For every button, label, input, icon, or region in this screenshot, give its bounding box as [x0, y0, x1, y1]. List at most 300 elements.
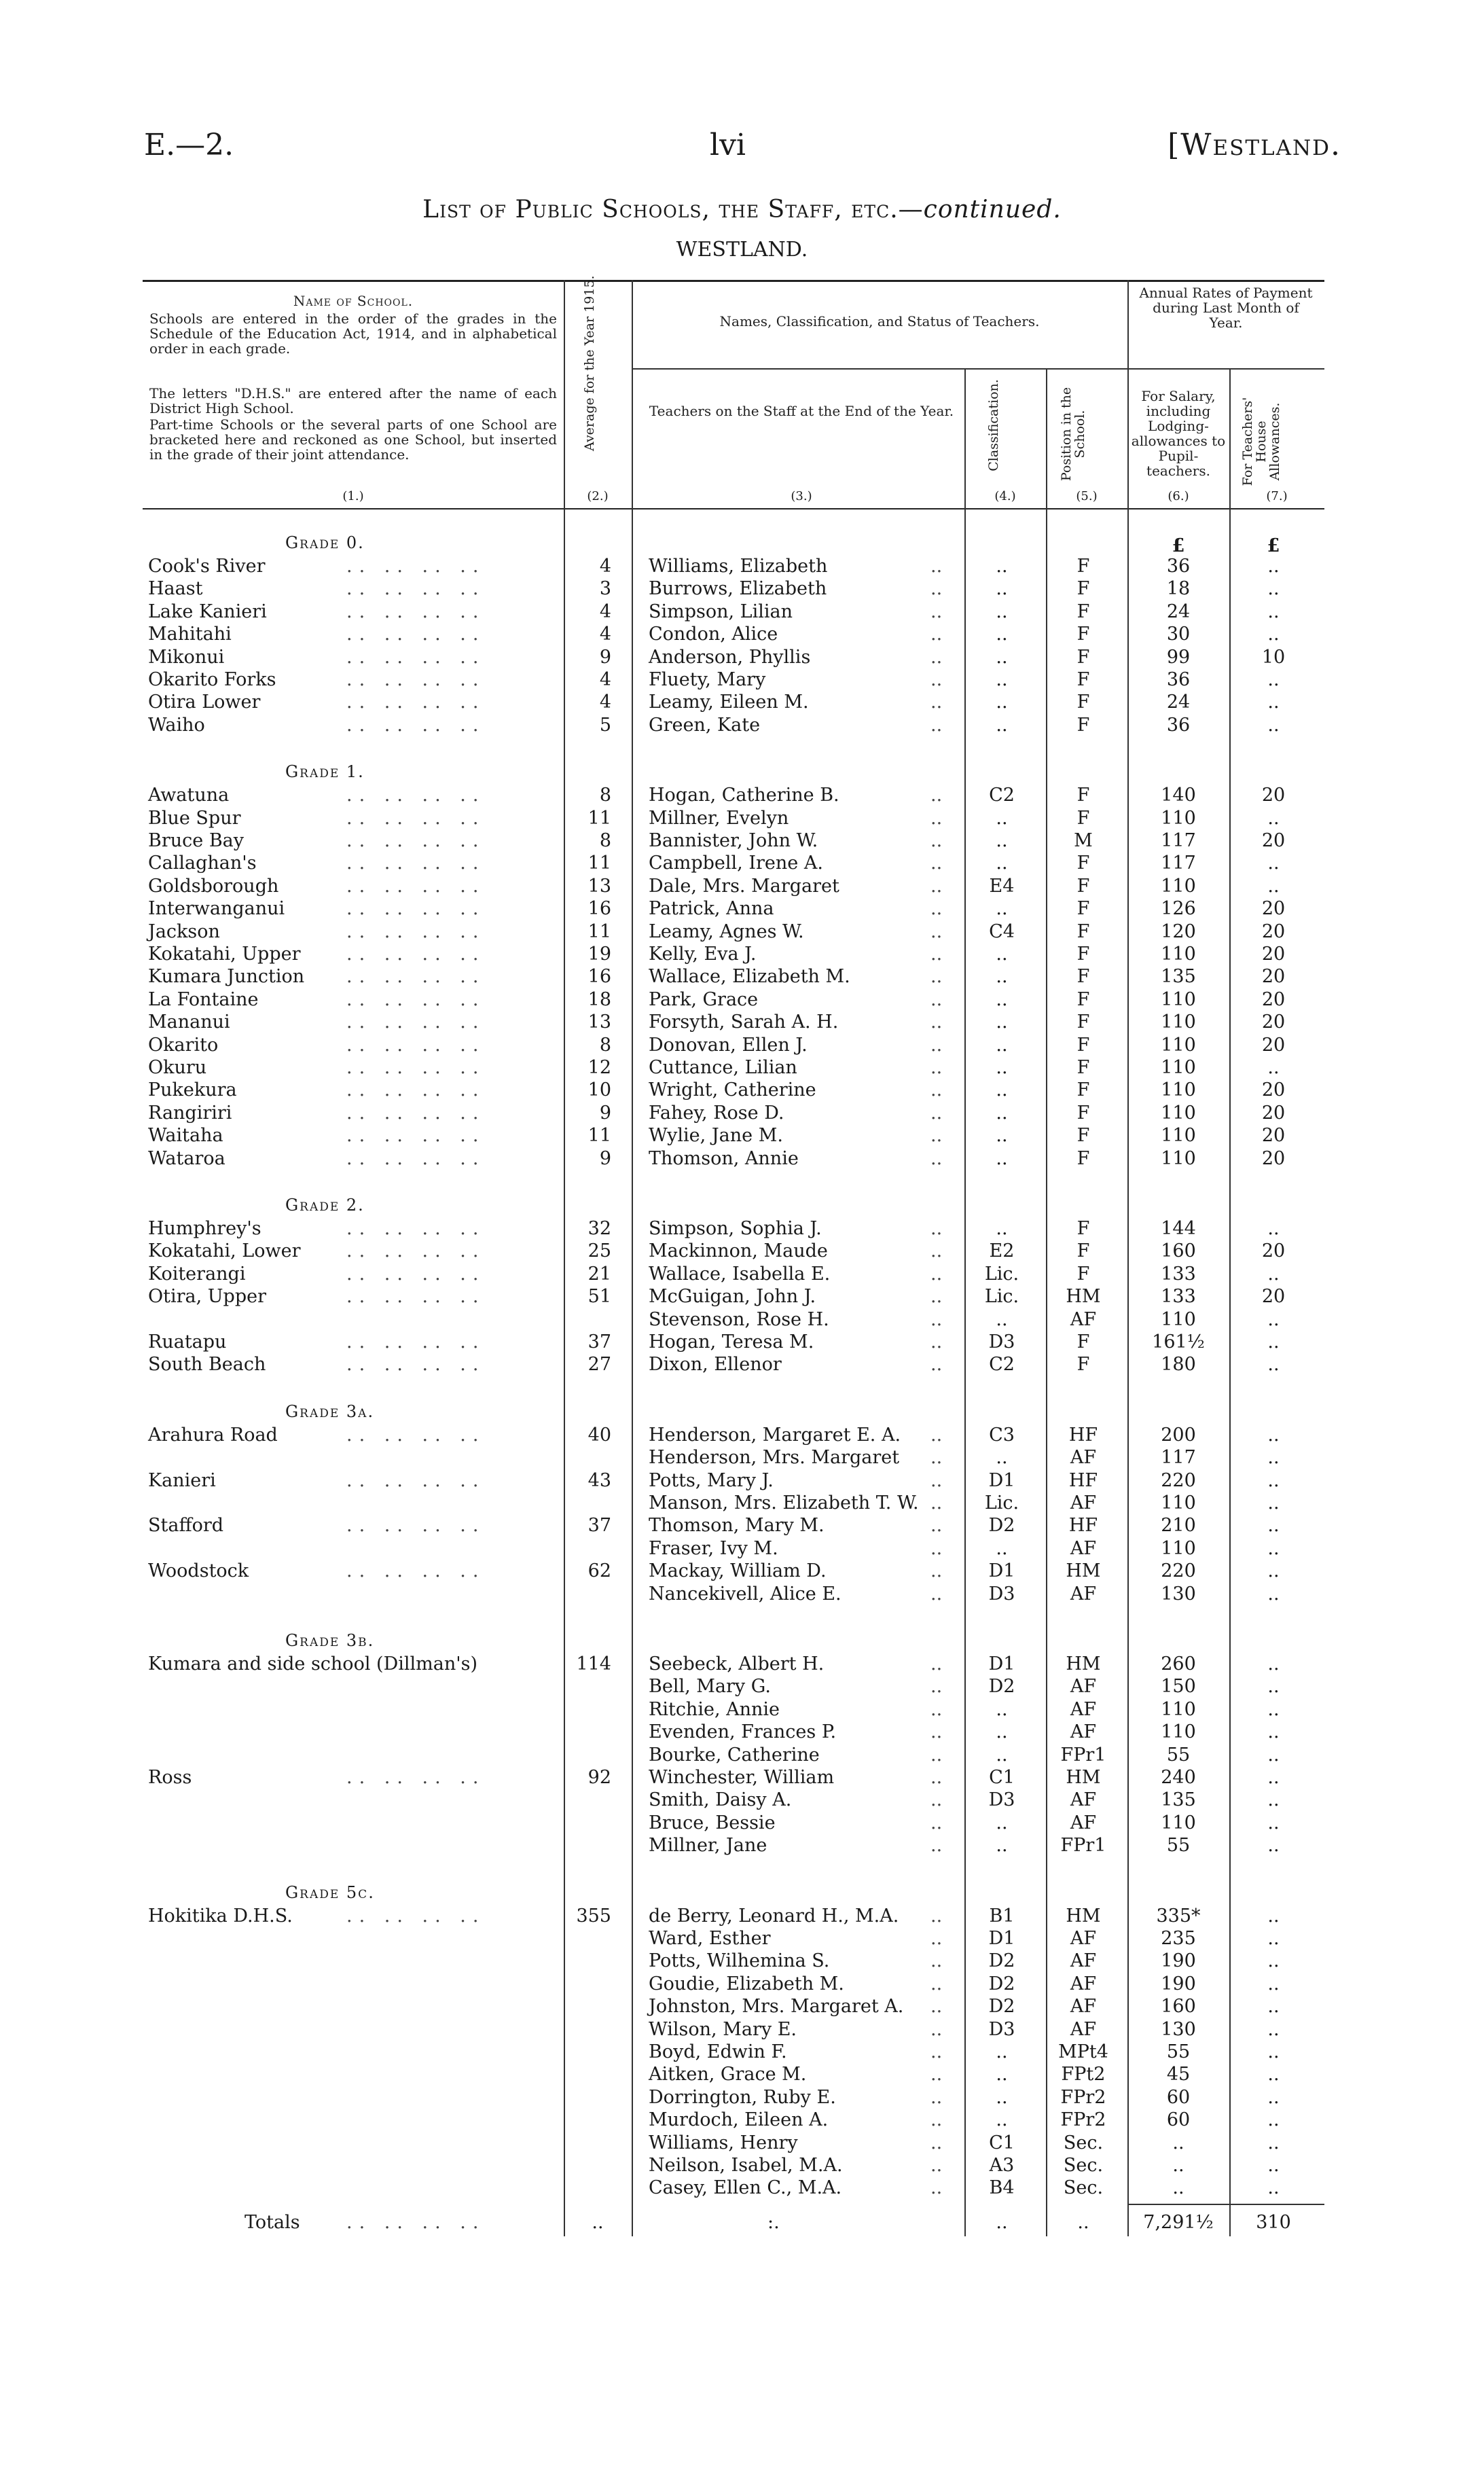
house-allowance: ..	[1267, 1469, 1280, 1491]
teacher-name: Bruce, Bessie	[649, 1812, 776, 1833]
school-name: Rangiriri	[148, 1102, 232, 1124]
leader-dots: ..	[930, 1034, 943, 1056]
school-name: Haast	[148, 578, 203, 600]
classification: ..	[996, 578, 1008, 600]
classification: D2	[988, 1973, 1015, 1994]
classification: ..	[996, 1812, 1008, 1833]
position: AF	[1070, 1721, 1097, 1743]
school-name: Mahitahi	[148, 624, 232, 645]
classification: C3	[989, 1424, 1015, 1446]
teacher-name: Thomson, Mary M.	[649, 1515, 825, 1537]
classification: D1	[988, 1469, 1015, 1491]
house-allowance: ..	[1267, 601, 1280, 622]
position: AF	[1070, 1537, 1097, 1559]
position: F	[1076, 1331, 1090, 1353]
position: HM	[1066, 1653, 1101, 1675]
teacher-name: Smith, Daisy A.	[649, 1789, 792, 1811]
classification: ..	[996, 2086, 1008, 2108]
teacher-name: Cuttance, Lilian	[649, 1057, 797, 1078]
house-allowance: ..	[1267, 1583, 1280, 1605]
currency-symbol: £	[1267, 535, 1280, 556]
position: HF	[1068, 1515, 1098, 1537]
salary: ..	[1172, 2132, 1184, 2153]
position: F	[1076, 920, 1090, 942]
teacher-name: Kelly, Eva J.	[649, 944, 757, 965]
leader-dots: .. .. .. ..	[346, 1469, 486, 1491]
leader-dots: ..	[930, 853, 943, 874]
leader-dots: ..	[930, 1469, 943, 1491]
leader-dots: .. .. .. ..	[346, 1034, 486, 1056]
school-note-3: Part-time Schools or the several parts of one School are bracketed here and reckoned as one School, but inserted in the grade of their joint attendance.	[149, 416, 557, 463]
salary: 110	[1161, 988, 1196, 1010]
classification: Lic.	[984, 1263, 1019, 1285]
teacher-name: Johnston, Mrs. Margaret A.	[649, 1996, 904, 2018]
leader-dots: .. .. .. ..	[346, 624, 486, 645]
leader-dots: ..	[930, 785, 943, 806]
teacher-name: Wallace, Isabella E.	[649, 1263, 831, 1285]
salary: 60	[1166, 2086, 1191, 2108]
totals-name: :.	[767, 2212, 780, 2233]
position: FPr2	[1060, 2109, 1106, 2131]
salary: 55	[1166, 2041, 1191, 2062]
classification: E4	[989, 875, 1015, 897]
table-row	[143, 1331, 1324, 1353]
leader-dots: ..	[930, 988, 943, 1010]
classification: C2	[989, 1354, 1015, 1376]
classification: D1	[988, 1560, 1015, 1582]
average-attendance: 92	[587, 1767, 611, 1788]
house-allowance: ..	[1267, 1354, 1280, 1376]
schools-table	[143, 275, 1324, 2236]
position-col-head: Position in the School.	[1059, 387, 1087, 482]
house-allowance: 20	[1261, 966, 1286, 988]
teacher-name: Wallace, Elizabeth M.	[649, 966, 850, 988]
average-attendance: 4	[599, 556, 611, 577]
salary: 110	[1161, 807, 1196, 829]
table-row	[143, 1353, 1324, 1376]
house-allowance: ..	[1267, 1928, 1280, 1949]
house-allowance: 20	[1261, 1125, 1286, 1147]
col-number: (5.)	[1076, 489, 1098, 503]
leader-dots: .. .. .. ..	[346, 785, 486, 806]
classification: D3	[988, 1331, 1015, 1353]
school-name: Kumara Junction	[148, 966, 305, 988]
leader-dots: ..	[930, 1515, 943, 1537]
salary: 55	[1166, 1835, 1191, 1857]
leader-dots: ..	[930, 920, 943, 942]
position: F	[1076, 1147, 1090, 1169]
school-name: Waiho	[148, 714, 205, 736]
table-row	[143, 1102, 1324, 1124]
average-attendance: 19	[587, 944, 611, 965]
position: AF	[1070, 1447, 1097, 1469]
house-allowance: ..	[1267, 1835, 1280, 1857]
teacher-name: Wylie, Jane M.	[649, 1125, 783, 1147]
table-row	[143, 1308, 1324, 1331]
house-allowance: ..	[1267, 1996, 1280, 2018]
salary: 18	[1166, 578, 1191, 600]
table-row	[143, 988, 1324, 1011]
school-name: Woodstock	[148, 1560, 249, 1582]
position: FPr1	[1060, 1744, 1106, 1766]
leader-dots: ..	[930, 1147, 943, 1169]
table-row	[143, 1973, 1324, 1995]
salary: 45	[1166, 2064, 1191, 2086]
salary: 220	[1161, 1560, 1196, 1582]
school-name: Kokatahi, Upper	[148, 944, 301, 965]
leader-dots: .. .. .. ..	[346, 1125, 486, 1147]
grade-label: Grade 5c.	[285, 1882, 375, 1902]
average-attendance: 37	[587, 1515, 611, 1537]
school-col-head: Name of School.	[293, 293, 414, 309]
table-row	[143, 1560, 1324, 1582]
house-allowance: 20	[1261, 785, 1286, 806]
table-row	[143, 1834, 1324, 1857]
house-allowance: 20	[1261, 944, 1286, 965]
teacher-name: Thomson, Annie	[649, 1147, 799, 1169]
table-row	[143, 2063, 1324, 2086]
leader-dots: ..	[930, 624, 943, 645]
house-allowance: 20	[1261, 830, 1286, 851]
teacher-name: Dixon, Ellenor	[649, 1354, 782, 1376]
classification: ..	[996, 556, 1008, 577]
school-name: Okuru	[148, 1057, 207, 1078]
table-row	[143, 1011, 1324, 1033]
teacher-name: Leamy, Agnes W.	[649, 920, 804, 942]
leader-dots: ..	[930, 1698, 943, 1720]
table-row	[143, 1653, 1324, 1675]
school-name: Ross	[148, 1767, 192, 1788]
table-row	[143, 1583, 1324, 1605]
position: F	[1076, 714, 1090, 736]
school-name: Kumara and side school (Dillman's)	[148, 1653, 478, 1675]
position: F	[1076, 624, 1090, 645]
teacher-name: McGuigan, John J.	[649, 1286, 816, 1308]
school-name: Cook's River	[148, 556, 266, 577]
classification: ..	[996, 1079, 1008, 1101]
page-ref: E.—2.	[144, 128, 234, 162]
average-attendance: 51	[587, 1286, 611, 1308]
teacher-name: Winchester, William	[649, 1767, 835, 1788]
house-allowance: ..	[1267, 1789, 1280, 1811]
school-name: Okarito Forks	[148, 669, 276, 690]
leader-dots: ..	[930, 1676, 943, 1698]
classification: C4	[989, 920, 1015, 942]
col-number: (2.)	[587, 489, 609, 503]
classification: ..	[996, 944, 1008, 965]
leader-dots: .. .. .. ..	[346, 646, 486, 668]
salary: 110	[1161, 1102, 1196, 1124]
page-title	[0, 196, 1484, 223]
classification: ..	[996, 853, 1008, 874]
table-row	[143, 1744, 1324, 1766]
leader-dots: ..	[930, 1744, 943, 1766]
average-attendance: 11	[587, 853, 611, 874]
leader-dots: ..	[930, 1057, 943, 1078]
salary: 110	[1161, 1034, 1196, 1056]
leader-dots: .. .. .. ..	[346, 1424, 486, 1446]
classification: D2	[988, 1515, 1015, 1537]
average-attendance: 5	[599, 714, 611, 736]
house-allowance: ..	[1267, 1331, 1280, 1353]
salary: 220	[1161, 1469, 1196, 1491]
leader-dots: ..	[930, 2132, 943, 2153]
table-row	[143, 1721, 1324, 1743]
position: F	[1076, 853, 1090, 874]
totals-label: Totals	[245, 2212, 300, 2233]
table-row	[143, 1492, 1324, 1514]
position: FPr2	[1060, 2086, 1106, 2108]
leader-dots: .. .. .. ..	[346, 920, 486, 942]
school-name: La Fontaine	[148, 988, 259, 1010]
leader-dots: ..	[930, 1653, 943, 1675]
teacher-name: Murdoch, Eileen A.	[649, 2109, 829, 2131]
house-allowance: ..	[1267, 1218, 1280, 1239]
position: M	[1074, 830, 1093, 851]
average-attendance: 11	[587, 807, 611, 829]
teacher-name: Millner, Jane	[649, 1835, 767, 1857]
position: F	[1076, 1034, 1090, 1056]
classification: ..	[996, 807, 1008, 829]
teachers-col-head: Names, Classification, and Status of Teachers.	[719, 313, 1040, 329]
position: F	[1076, 1240, 1090, 1262]
leader-dots: .. .. .. ..	[346, 578, 486, 600]
house-allowance: ..	[1267, 2064, 1280, 2086]
position: AF	[1070, 1676, 1097, 1698]
classification: ..	[996, 830, 1008, 851]
house-allowance: 10	[1261, 646, 1286, 668]
leader-dots: .. .. .. ..	[346, 669, 486, 690]
house-allowance: 20	[1261, 1147, 1286, 1169]
school-name: Mikonui	[148, 646, 225, 668]
school-note-1: Schools are entered in the order of the grades in the Schedule of the Education Act, 1914, and in alphabetical order in each grade.	[149, 310, 557, 357]
teacher-name: Green, Kate	[649, 714, 761, 736]
region-header: [Westland.	[1168, 128, 1341, 162]
leader-dots: ..	[930, 1996, 943, 2018]
house-allowance: ..	[1267, 1560, 1280, 1582]
table-row	[143, 601, 1324, 623]
average-attendance: 4	[599, 692, 611, 713]
table-row	[143, 829, 1324, 852]
position: HM	[1066, 1767, 1101, 1788]
position: HM	[1066, 1286, 1101, 1308]
position: AF	[1070, 1698, 1097, 1720]
salary: 210	[1161, 1515, 1196, 1537]
house-allow-col-head: For Teachers' House Allowances.	[1240, 397, 1282, 486]
position: F	[1076, 807, 1090, 829]
leader-dots: .. .. .. ..	[346, 1102, 486, 1124]
position: F	[1076, 1263, 1090, 1285]
position: AF	[1070, 1973, 1097, 1994]
table-row	[143, 646, 1324, 668]
salary: 110	[1161, 1492, 1196, 1514]
classification: ..	[996, 624, 1008, 645]
leader-dots: ..	[930, 1812, 943, 1833]
position: F	[1076, 898, 1090, 920]
average-attendance: 43	[587, 1469, 611, 1491]
leader-dots: .. .. .. ..	[346, 692, 486, 713]
house-allowance: 20	[1261, 988, 1286, 1010]
salary: 200	[1161, 1424, 1196, 1446]
salary: 30	[1166, 624, 1191, 645]
teacher-name: Wright, Catherine	[649, 1079, 816, 1101]
house-allowance: ..	[1267, 1950, 1280, 1972]
house-allowance: ..	[1267, 1905, 1280, 1927]
position: F	[1076, 601, 1090, 622]
leader-dots: ..	[930, 1835, 943, 1857]
classification: Lic.	[984, 1492, 1019, 1514]
salary: 110	[1161, 1812, 1196, 1833]
average-attendance: 4	[599, 624, 611, 645]
house-allowance: ..	[1267, 1973, 1280, 1994]
teacher-name: Forsyth, Sarah A. H.	[649, 1012, 839, 1033]
leader-dots: .. .. .. ..	[346, 944, 486, 965]
table-row	[143, 1217, 1324, 1240]
house-allowance: ..	[1267, 2018, 1280, 2040]
teacher-name: Fahey, Rose D.	[649, 1102, 784, 1124]
leader-dots: ..	[930, 1537, 943, 1559]
classification: ..	[996, 966, 1008, 988]
teacher-name: Campbell, Irene A.	[649, 853, 823, 874]
teacher-name: Boyd, Edwin F.	[649, 2041, 787, 2062]
table-row	[143, 1995, 1324, 2018]
average-attendance: 37	[587, 1331, 611, 1353]
position: HM	[1066, 1560, 1101, 1582]
teacher-name: Mackinnon, Maude	[649, 1240, 828, 1262]
house-allowance: ..	[1267, 1057, 1280, 1078]
grade-label: Grade 3a.	[285, 1401, 375, 1421]
position: F	[1076, 1012, 1090, 1033]
teacher-name: Potts, Wilhemina S.	[649, 1950, 830, 1972]
leader-dots: ..	[930, 1905, 943, 1927]
average-attendance: 4	[599, 601, 611, 622]
grade-label: Grade 1.	[285, 762, 365, 782]
school-name: Okarito	[148, 1034, 219, 1056]
leader-dots: ..	[930, 669, 943, 690]
average-attendance: 9	[599, 1102, 611, 1124]
table-row	[143, 1446, 1324, 1469]
house-allowance: 20	[1261, 1012, 1286, 1033]
school-name: Koiterangi	[148, 1263, 246, 1285]
leader-dots: ..	[930, 2018, 943, 2040]
leader-dots: .. .. .. ..	[346, 1515, 486, 1537]
classification: ..	[996, 2041, 1008, 2062]
leader-dots: .. .. .. ..	[346, 1263, 486, 1285]
house-allowance: ..	[1267, 1263, 1280, 1285]
position: F	[1076, 785, 1090, 806]
leader-dots: .. .. .. ..	[346, 1240, 486, 1262]
house-allowance: ..	[1267, 1308, 1280, 1330]
salary: 117	[1161, 853, 1196, 874]
school-note-2: The letters "D.H.S." are entered after the name of each District High School.	[149, 385, 557, 416]
leader-dots: .. .. .. ..	[346, 714, 486, 736]
classification: ..	[996, 1034, 1008, 1056]
position: AF	[1070, 1492, 1097, 1514]
house-allowance: ..	[1267, 1492, 1280, 1514]
leader-dots: ..	[930, 1447, 943, 1469]
salary: 180	[1161, 1354, 1196, 1376]
leader-dots: ..	[930, 1125, 943, 1147]
leader-dots: ..	[930, 1263, 943, 1285]
header-rule	[143, 508, 1324, 509]
position: F	[1076, 556, 1090, 577]
table-row	[143, 623, 1324, 645]
school-name: South Beach	[148, 1354, 266, 1376]
teacher-name: Fluety, Mary	[649, 669, 766, 690]
leader-dots: ..	[930, 646, 943, 668]
classification: D3	[988, 1789, 1015, 1811]
salary: 160	[1161, 1996, 1196, 2018]
salary: 133	[1161, 1286, 1196, 1308]
salary: 117	[1161, 830, 1196, 851]
table-row	[143, 1789, 1324, 1811]
col-number: (7.)	[1266, 489, 1288, 503]
table-row	[143, 1766, 1324, 1789]
house-allowance: ..	[1267, 1424, 1280, 1446]
salary: 133	[1161, 1263, 1196, 1285]
salary: 144	[1161, 1218, 1196, 1239]
position: F	[1076, 578, 1090, 600]
teacher-name: Simpson, Lilian	[649, 601, 793, 622]
leader-dots: .. .. .. ..	[346, 601, 486, 622]
average-attendance: 8	[599, 1034, 611, 1056]
house-allowance: ..	[1267, 1515, 1280, 1537]
leader-dots: ..	[930, 1308, 943, 1330]
school-name: Mananui	[148, 1012, 230, 1033]
leader-dots: ..	[930, 1767, 943, 1788]
position: AF	[1070, 1583, 1097, 1605]
school-name: Lake Kanieri	[148, 601, 267, 622]
table-row	[143, 577, 1324, 600]
avg-col-head: Average for the Year 1915.	[582, 275, 597, 451]
school-name: Wataroa	[148, 1147, 225, 1169]
teacher-name: Manson, Mrs. Elizabeth T. W.	[649, 1492, 919, 1514]
table-row	[143, 1950, 1324, 1972]
classification: D3	[988, 2018, 1015, 2040]
table-row	[143, 2018, 1324, 2041]
classification: ..	[996, 898, 1008, 920]
table-row	[143, 1675, 1324, 1698]
position: F	[1076, 1079, 1090, 1101]
table-row	[143, 2041, 1324, 2063]
classification: ..	[996, 1012, 1008, 1033]
classification: D1	[988, 1653, 1015, 1675]
average-attendance: 8	[599, 785, 611, 806]
totals-salary: 7,291½	[1143, 2212, 1214, 2233]
classification: C2	[989, 785, 1015, 806]
salary: 161½	[1152, 1331, 1205, 1353]
leader-dots: .. .. .. ..	[346, 1354, 486, 1376]
classification: ..	[996, 1721, 1008, 1743]
leader-dots: .. .. .. ..	[346, 1012, 486, 1033]
position: FPt2	[1061, 2064, 1106, 2086]
position: FPr1	[1060, 1835, 1106, 1857]
teacher-name: Henderson, Mrs. Margaret	[649, 1447, 900, 1469]
position: F	[1076, 669, 1090, 690]
leader-dots: ..	[930, 1012, 943, 1033]
salary: 150	[1161, 1676, 1196, 1698]
position: HM	[1066, 1905, 1101, 1927]
position: F	[1076, 1218, 1090, 1239]
teacher-name: Dorrington, Ruby E.	[649, 2086, 836, 2108]
salary: 36	[1166, 556, 1191, 577]
salary: 110	[1161, 1698, 1196, 1720]
totals-dots: .. .. .. ..	[346, 2212, 486, 2233]
table-row	[143, 2154, 1324, 2177]
position: F	[1076, 988, 1090, 1010]
salary: 117	[1161, 1447, 1196, 1469]
salary: 110	[1161, 1125, 1196, 1147]
